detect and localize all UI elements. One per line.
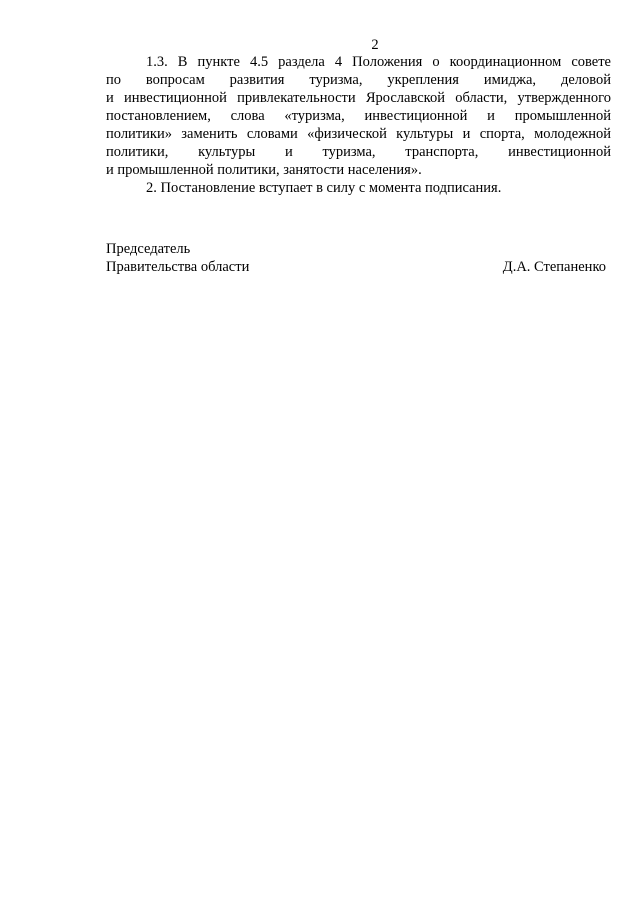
paragraph-line: политики, культуры и туризма, транспорта, инвестиционной bbox=[106, 144, 611, 160]
paragraph-line: политики» заменить словами «физической культуры и спорта, молодежной bbox=[106, 126, 611, 142]
paragraph-line: по вопросам развития туризма, укрепления имиджа, деловой bbox=[106, 72, 611, 88]
signatory-title-line-2: Правительства области bbox=[106, 259, 250, 275]
paragraph-line: и промышленной политики, занятости населения». bbox=[106, 162, 422, 178]
paragraph-amendment-1-3 bbox=[106, 53, 611, 179]
paragraph-effective-date: 2. Постановление вступает в силу с момента подписания. bbox=[146, 180, 502, 196]
paragraph-line: 1.3. В пункте 4.5 раздела 4 Положения о координационном совете bbox=[146, 54, 611, 70]
paragraph-line: и инвестиционной привлекательности Ярославской области, утвержденного bbox=[106, 90, 611, 106]
signature-block bbox=[106, 240, 606, 276]
signatory-name: Д.А. Степаненко bbox=[502, 259, 606, 275]
signature-row bbox=[106, 258, 606, 276]
page-number: 2 bbox=[371, 37, 379, 53]
document-body bbox=[106, 53, 611, 197]
paragraph-line: постановлением, слова «туризма, инвестиционной и промышленной bbox=[106, 108, 611, 124]
signatory-title-line-1: Председатель bbox=[106, 241, 191, 257]
